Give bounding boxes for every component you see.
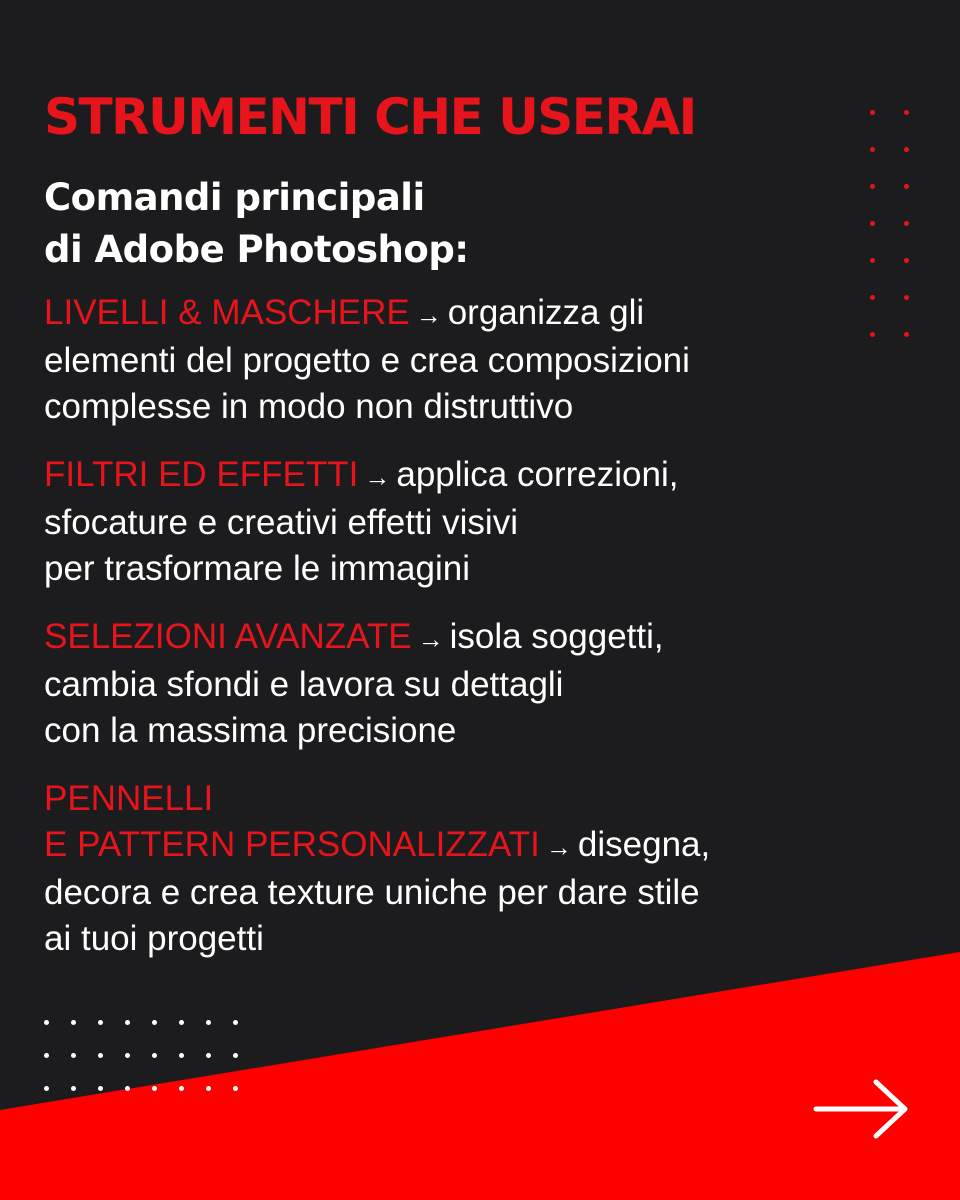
decorative-dot — [904, 147, 909, 152]
decorative-dot — [98, 1020, 103, 1025]
tool-item-line — [44, 452, 904, 500]
arrow-small-icon: → — [417, 624, 444, 654]
decorative-dot — [179, 1053, 184, 1058]
tool-item-description: ai tuoi progetti — [44, 919, 264, 958]
decorative-dot — [44, 1020, 49, 1025]
tool-item-description: cambia sfondi e lavora su dettagli — [44, 665, 564, 704]
decorative-dot — [206, 1053, 211, 1058]
tool-item — [44, 290, 904, 430]
decorative-dot — [152, 1086, 157, 1091]
decorative-dot — [870, 221, 875, 226]
decorative-dot — [233, 1020, 238, 1025]
decorative-dot — [870, 295, 875, 300]
decorative-dot — [44, 1053, 49, 1058]
tool-item-description: organizza gli — [447, 293, 645, 332]
decorative-dot — [904, 258, 909, 263]
decorative-dot — [98, 1053, 103, 1058]
subtitle-line-1: Comandi principali — [44, 176, 425, 219]
tool-item-description: complesse in modo non distruttivo — [44, 387, 574, 426]
tool-item-description: per trasformare le immagini — [44, 549, 470, 588]
tool-item-description: decora e crea texture uniche per dare stile — [44, 873, 700, 912]
tool-item-description: applica correzioni, — [396, 455, 679, 494]
tool-item-title: SELEZIONI AVANZATE — [44, 617, 412, 656]
decorative-dot — [125, 1053, 130, 1058]
tool-item — [44, 776, 904, 962]
decorative-dot — [870, 258, 875, 263]
tool-item-line — [44, 290, 904, 338]
page-title: STRUMENTI CHE USERAI — [44, 88, 696, 146]
decorative-dot — [125, 1086, 130, 1091]
tool-item-description: sfocature e creativi effetti visivi — [44, 503, 518, 542]
decorative-dot — [870, 110, 875, 115]
tool-item-title: LIVELLI & MASCHERE — [44, 293, 410, 332]
tool-item-title: PENNELLI — [44, 779, 214, 818]
decorative-dot — [904, 295, 909, 300]
decorative-dot — [233, 1053, 238, 1058]
tool-item-description: disegna, — [577, 825, 711, 864]
decorative-dot — [179, 1086, 184, 1091]
decorative-dot — [904, 110, 909, 115]
subtitle — [44, 172, 469, 276]
tool-item-description: con la massima precisione — [44, 711, 457, 750]
decorative-dot — [71, 1053, 76, 1058]
decorative-dot — [44, 1086, 49, 1091]
decorative-dot — [152, 1053, 157, 1058]
tool-item — [44, 452, 904, 592]
decorative-dot — [870, 147, 875, 152]
arrow-small-icon: → — [545, 832, 572, 862]
subtitle-line-2: di Adobe Photoshop: — [44, 228, 469, 271]
decorative-dot — [904, 184, 909, 189]
decorative-dot — [98, 1086, 103, 1091]
decorative-dot — [152, 1020, 157, 1025]
tool-item — [44, 614, 904, 754]
decorative-dot — [870, 332, 875, 337]
arrow-small-icon: → — [415, 300, 442, 330]
decorative-dot — [71, 1020, 76, 1025]
decorative-dot — [179, 1020, 184, 1025]
decorative-dot — [904, 332, 909, 337]
tool-item-title: FILTRI ED EFFETTI — [44, 455, 359, 494]
tool-item-title: E PATTERN PERSONALIZZATI — [44, 825, 540, 864]
decorative-dot — [71, 1086, 76, 1091]
arrow-small-icon: → — [364, 462, 391, 492]
tool-item-line — [44, 822, 904, 870]
tool-item-description: isola soggetti, — [449, 617, 664, 656]
tool-list — [44, 290, 904, 984]
tool-item-line — [44, 614, 904, 662]
decorative-dot — [125, 1020, 130, 1025]
decorative-dot — [233, 1086, 238, 1091]
tool-item-description: elementi del progetto e crea composizioni — [44, 341, 690, 380]
decorative-dot — [206, 1020, 211, 1025]
decorative-dot — [206, 1086, 211, 1091]
tool-item-line — [44, 776, 904, 822]
arrow-right-icon[interactable] — [812, 1078, 912, 1140]
decorative-dot — [904, 221, 909, 226]
decorative-dot — [870, 184, 875, 189]
